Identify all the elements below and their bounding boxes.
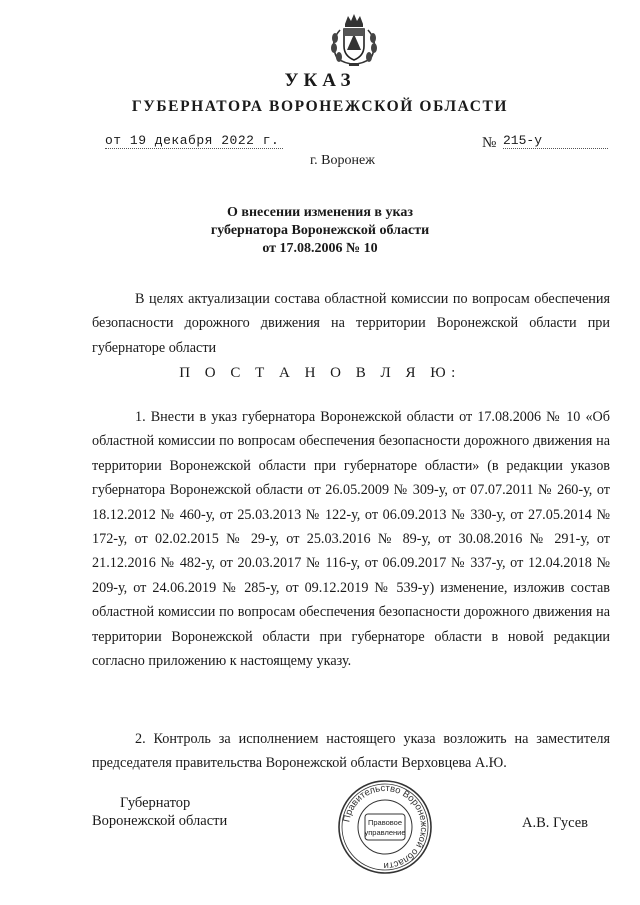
seal-center-line-2: управление [364,828,406,837]
subject-line-2: губернатора Воронежской области [210,223,430,238]
city: г. Воронеж [310,153,375,168]
signatory-name: А.В. Гусев [522,815,588,831]
subject-line-3: от 17.08.2006 № 10 [262,241,378,256]
official-seal [336,778,434,876]
document-type-title: УКАЗ [284,70,356,91]
seal-ring-text: Правительство Воронежской области [341,782,430,872]
coat-of-arms-icon [323,10,385,72]
signatory-position-line-1: Губернатор [120,795,191,811]
seal-center-line-1: Правовое [367,818,403,827]
signatory-position-line-2: Воронежской области [92,813,228,829]
decree-word: П О С Т А Н О В Л Я Ю: [179,365,461,381]
subject-line-1: О внесении изменения в указ [227,205,413,220]
document-subject [0,204,640,258]
issuer-title: ГУБЕРНАТОРА ВОРОНЕЖСКОЙ ОБЛАСТИ [131,98,509,115]
document-date: от 19 декабря 2022 г. [105,133,283,149]
item-1-paragraph: 1. Внести в указ губернатора Воронежской области от 17.08.2006 № 10 «Об областной комиссии по вопросам обеспечения безопасности дорожного движения на территории Воронежской области при губернаторе области» (в редакции указов губернатора Воронежской области от 26.05.2009 № 309-у, от 07.07.2011 № 260-у, от 18.12.2012 № 460-у, от 25.03.2013 № 122-у, от 06.09.2013 № 330-у, от 27.05.2014 № 172-у, от 02.02.2015 № 29-у, от 25.03.2016 № 89-у, от 30.08.2016 № 291-у, от 21.12.2016 № 482-у, от 20.03.2017 № 116-у, от 06.09.2017 № 337-у, от 12.04.2018 № 209-у, от 24.06.2019 № 285-у, от 09.12.2019 № 539-у) изменение, изложив состав областной комиссии по вопросам обеспечения безопасности дорожного движения на территории Воронежской области при губернаторе области в новой редакции согласно приложению к настоящему указу. [92,409,610,670]
number-sign: № [482,135,497,151]
document-number: 215-у [503,133,608,149]
item-2-paragraph: 2. Контроль за исполнением настоящего указа возложить на заместителя председателя правительства Воронежской области Верховцева А.Ю. [92,731,610,772]
preamble-paragraph: В целях актуализации состава областной комиссии по вопросам обеспечения безопасности дорожного движения на территории Воронежской области при губернаторе области [92,291,610,356]
